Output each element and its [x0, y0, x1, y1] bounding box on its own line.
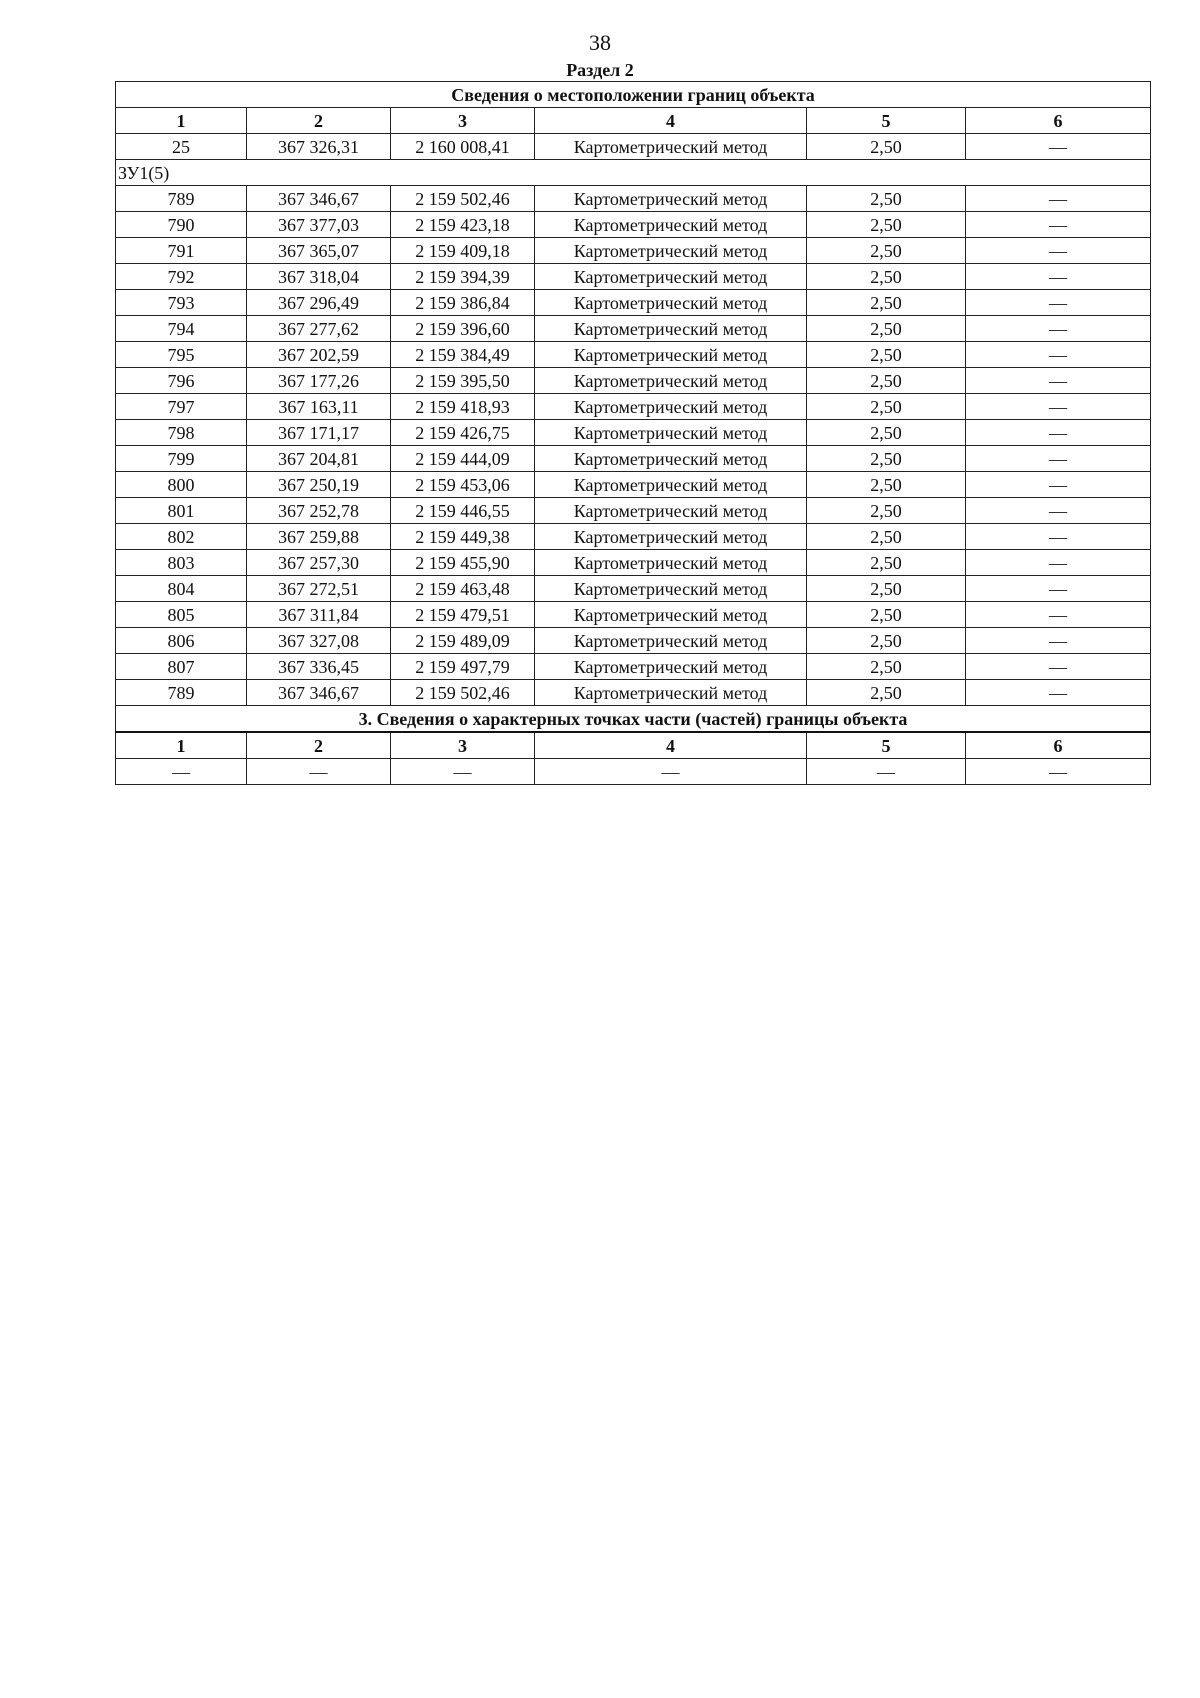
- point-number: 801: [116, 498, 247, 524]
- accuracy-value: 2,50: [807, 576, 966, 602]
- determination-method: Картометрический метод: [535, 628, 807, 654]
- coordinate-y: 2 159 395,50: [391, 368, 535, 394]
- group-row: [116, 160, 1151, 186]
- table-row: [116, 498, 1151, 524]
- determination-method: Картометрический метод: [535, 238, 807, 264]
- section3-title: 3. Сведения о характерных точках части (частей) границы объекта: [116, 706, 1151, 733]
- point-number: 799: [116, 446, 247, 472]
- determination-method: Картометрический метод: [535, 602, 807, 628]
- point-number: 803: [116, 550, 247, 576]
- point-number: 789: [116, 186, 247, 212]
- coordinate-x: 367 296,49: [247, 290, 391, 316]
- note-dash: —: [966, 186, 1151, 212]
- point-number: 794: [116, 316, 247, 342]
- accuracy-value: 2,50: [807, 498, 966, 524]
- coordinate-x: 367 311,84: [247, 602, 391, 628]
- determination-method: Картометрический метод: [535, 524, 807, 550]
- table-row: [116, 628, 1151, 654]
- accuracy-value: 2,50: [807, 316, 966, 342]
- group-label: ЗУ1(5): [116, 160, 1151, 186]
- accuracy-value: 2,50: [807, 342, 966, 368]
- table-row: [116, 134, 1151, 160]
- column-number: 3: [391, 108, 535, 134]
- table-row: [116, 316, 1151, 342]
- determination-method: Картометрический метод: [535, 186, 807, 212]
- empty-dash: —: [391, 759, 535, 785]
- coordinate-x: 367 336,45: [247, 654, 391, 680]
- note-dash: —: [966, 576, 1151, 602]
- coordinate-x: 367 257,30: [247, 550, 391, 576]
- coordinate-y: 2 159 444,09: [391, 446, 535, 472]
- table-row: [116, 446, 1151, 472]
- point-number: 804: [116, 576, 247, 602]
- accuracy-value: 2,50: [807, 654, 966, 680]
- note-dash: —: [966, 134, 1151, 160]
- accuracy-value: 2,50: [807, 602, 966, 628]
- coordinate-x: 367 252,78: [247, 498, 391, 524]
- determination-method: Картометрический метод: [535, 576, 807, 602]
- column-number: 1: [116, 108, 247, 134]
- note-dash: —: [966, 420, 1151, 446]
- coordinate-x: 367 250,19: [247, 472, 391, 498]
- accuracy-value: 2,50: [807, 550, 966, 576]
- coordinate-y: 2 159 446,55: [391, 498, 535, 524]
- determination-method: Картометрический метод: [535, 680, 807, 706]
- coordinate-x: 367 272,51: [247, 576, 391, 602]
- column-number: 5: [807, 732, 966, 759]
- column-number: 4: [535, 732, 807, 759]
- table-row: [116, 576, 1151, 602]
- coordinate-y: 2 159 497,79: [391, 654, 535, 680]
- determination-method: Картометрический метод: [535, 290, 807, 316]
- accuracy-value: 2,50: [807, 680, 966, 706]
- coordinate-y: 2 159 423,18: [391, 212, 535, 238]
- table-row: [116, 290, 1151, 316]
- table-row: [116, 368, 1151, 394]
- point-number: 798: [116, 420, 247, 446]
- determination-method: Картометрический метод: [535, 654, 807, 680]
- table-row: [116, 550, 1151, 576]
- determination-method: Картометрический метод: [535, 316, 807, 342]
- boundary-coordinates-table: [115, 81, 1151, 785]
- accuracy-value: 2,50: [807, 290, 966, 316]
- note-dash: —: [966, 290, 1151, 316]
- section-label: Раздел 2: [566, 60, 634, 80]
- point-number: 807: [116, 654, 247, 680]
- point-number: 791: [116, 238, 247, 264]
- coordinate-y: 2 159 426,75: [391, 420, 535, 446]
- coordinate-x: 367 377,03: [247, 212, 391, 238]
- note-dash: —: [966, 628, 1151, 654]
- section3-empty-row: [116, 759, 1151, 785]
- coordinate-y: 2 160 008,41: [391, 134, 535, 160]
- point-number: 795: [116, 342, 247, 368]
- empty-dash: —: [807, 759, 966, 785]
- accuracy-value: 2,50: [807, 446, 966, 472]
- determination-method: Картометрический метод: [535, 550, 807, 576]
- section3-title-row: [116, 706, 1151, 733]
- note-dash: —: [966, 602, 1151, 628]
- empty-dash: —: [966, 759, 1151, 785]
- coordinate-y: 2 159 489,09: [391, 628, 535, 654]
- note-dash: —: [966, 550, 1151, 576]
- empty-dash: —: [535, 759, 807, 785]
- note-dash: —: [966, 524, 1151, 550]
- empty-dash: —: [247, 759, 391, 785]
- table-row: [116, 654, 1151, 680]
- determination-method: Картометрический метод: [535, 420, 807, 446]
- column-number: 2: [247, 108, 391, 134]
- table-row: [116, 524, 1151, 550]
- point-number: 797: [116, 394, 247, 420]
- column-number: 6: [966, 732, 1151, 759]
- table-title-row: [116, 82, 1151, 108]
- note-dash: —: [966, 264, 1151, 290]
- coordinate-x: 367 259,88: [247, 524, 391, 550]
- coordinate-y: 2 159 455,90: [391, 550, 535, 576]
- coordinate-y: 2 159 418,93: [391, 394, 535, 420]
- coordinate-y: 2 159 502,46: [391, 680, 535, 706]
- coordinate-y: 2 159 502,46: [391, 186, 535, 212]
- coordinate-x: 367 204,81: [247, 446, 391, 472]
- point-number: 800: [116, 472, 247, 498]
- coordinate-x: 367 318,04: [247, 264, 391, 290]
- coordinate-x: 367 277,62: [247, 316, 391, 342]
- determination-method: Картометрический метод: [535, 498, 807, 524]
- column-number: 1: [116, 732, 247, 759]
- coordinate-y: 2 159 479,51: [391, 602, 535, 628]
- coordinate-y: 2 159 386,84: [391, 290, 535, 316]
- note-dash: —: [966, 342, 1151, 368]
- note-dash: —: [966, 368, 1151, 394]
- table-row: [116, 342, 1151, 368]
- column-number-row: [116, 108, 1151, 134]
- note-dash: —: [966, 680, 1151, 706]
- note-dash: —: [966, 446, 1151, 472]
- note-dash: —: [966, 316, 1151, 342]
- coordinate-x: 367 177,26: [247, 368, 391, 394]
- accuracy-value: 2,50: [807, 394, 966, 420]
- coordinate-y: 2 159 409,18: [391, 238, 535, 264]
- coordinate-x: 367 346,67: [247, 186, 391, 212]
- column-number: 4: [535, 108, 807, 134]
- coordinate-y: 2 159 396,60: [391, 316, 535, 342]
- coordinate-x: 367 202,59: [247, 342, 391, 368]
- coordinate-x: 367 327,08: [247, 628, 391, 654]
- determination-method: Картометрический метод: [535, 212, 807, 238]
- table-row: [116, 186, 1151, 212]
- column-number: 5: [807, 108, 966, 134]
- coordinate-x: 367 163,11: [247, 394, 391, 420]
- coordinate-x: 367 171,17: [247, 420, 391, 446]
- note-dash: —: [966, 498, 1151, 524]
- point-number: 796: [116, 368, 247, 394]
- accuracy-value: 2,50: [807, 420, 966, 446]
- section3-column-number-row: [116, 732, 1151, 759]
- point-number: 802: [116, 524, 247, 550]
- column-number: 3: [391, 732, 535, 759]
- accuracy-value: 2,50: [807, 238, 966, 264]
- note-dash: —: [966, 654, 1151, 680]
- point-number: 793: [116, 290, 247, 316]
- table-title: Сведения о местоположении границ объекта: [116, 82, 1151, 108]
- coordinate-x: 367 326,31: [247, 134, 391, 160]
- coordinate-y: 2 159 463,48: [391, 576, 535, 602]
- accuracy-value: 2,50: [807, 212, 966, 238]
- table-row: [116, 472, 1151, 498]
- table-row: [116, 238, 1151, 264]
- accuracy-value: 2,50: [807, 368, 966, 394]
- point-number: 789: [116, 680, 247, 706]
- accuracy-value: 2,50: [807, 264, 966, 290]
- coordinate-y: 2 159 453,06: [391, 472, 535, 498]
- coordinate-y: 2 159 394,39: [391, 264, 535, 290]
- column-number: 6: [966, 108, 1151, 134]
- note-dash: —: [966, 472, 1151, 498]
- determination-method: Картометрический метод: [535, 446, 807, 472]
- note-dash: —: [966, 212, 1151, 238]
- accuracy-value: 2,50: [807, 472, 966, 498]
- note-dash: —: [966, 394, 1151, 420]
- determination-method: Картометрический метод: [535, 264, 807, 290]
- accuracy-value: 2,50: [807, 134, 966, 160]
- table-row: [116, 602, 1151, 628]
- determination-method: Картометрический метод: [535, 394, 807, 420]
- table-row: [116, 212, 1151, 238]
- page-number: 38: [589, 30, 611, 55]
- point-number: 790: [116, 212, 247, 238]
- column-number: 2: [247, 732, 391, 759]
- table-row: [116, 420, 1151, 446]
- table-row: [116, 394, 1151, 420]
- accuracy-value: 2,50: [807, 628, 966, 654]
- accuracy-value: 2,50: [807, 186, 966, 212]
- coordinate-y: 2 159 449,38: [391, 524, 535, 550]
- point-number: 805: [116, 602, 247, 628]
- determination-method: Картометрический метод: [535, 368, 807, 394]
- determination-method: Картометрический метод: [535, 472, 807, 498]
- table-row: [116, 264, 1151, 290]
- coordinate-x: 367 346,67: [247, 680, 391, 706]
- point-number: 806: [116, 628, 247, 654]
- coordinate-x: 367 365,07: [247, 238, 391, 264]
- coordinate-y: 2 159 384,49: [391, 342, 535, 368]
- table-row: [116, 680, 1151, 706]
- determination-method: Картометрический метод: [535, 342, 807, 368]
- accuracy-value: 2,50: [807, 524, 966, 550]
- determination-method: Картометрический метод: [535, 134, 807, 160]
- point-number: 792: [116, 264, 247, 290]
- empty-dash: —: [116, 759, 247, 785]
- point-number: 25: [116, 134, 247, 160]
- note-dash: —: [966, 238, 1151, 264]
